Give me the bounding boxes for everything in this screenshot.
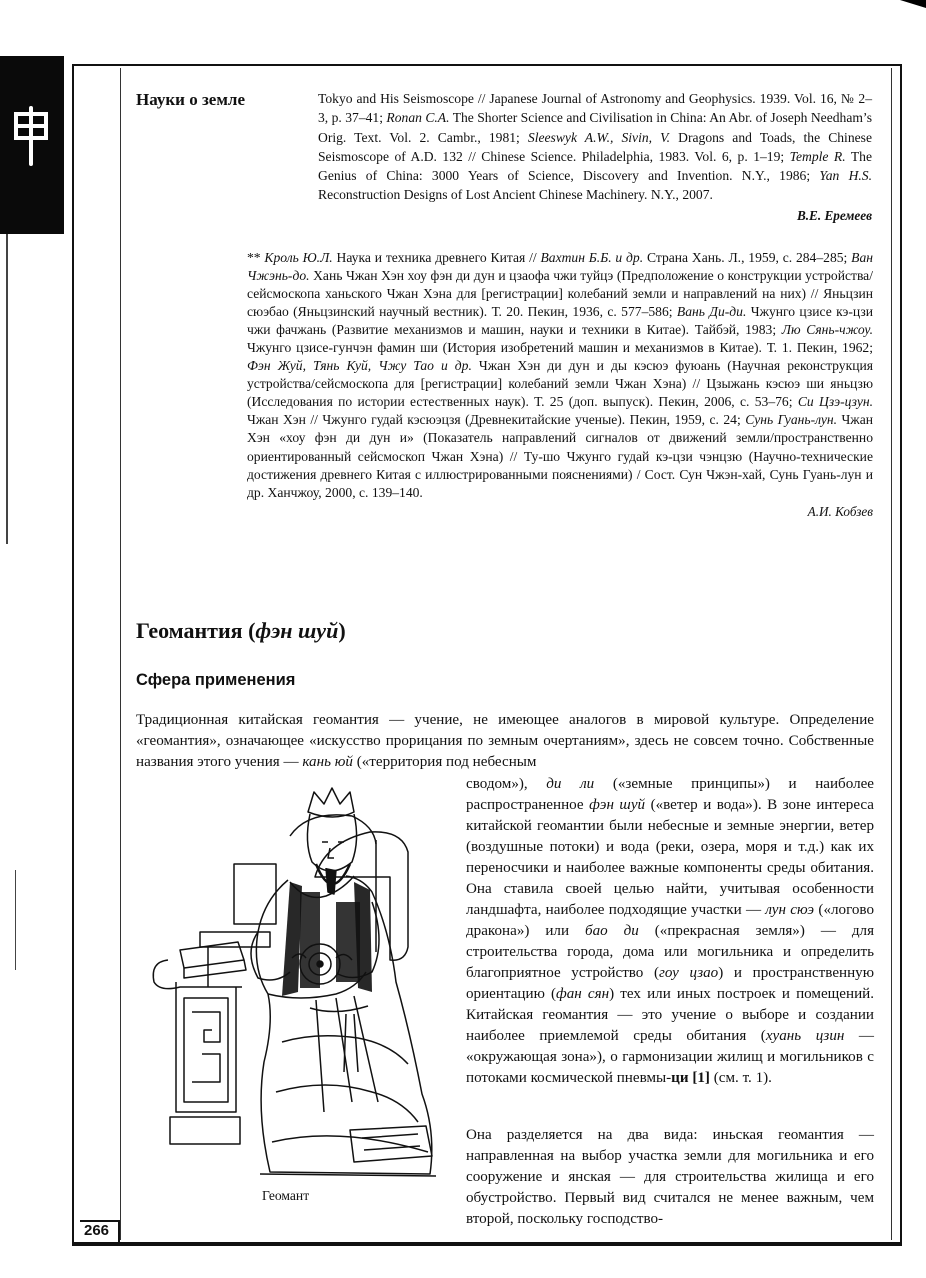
text-run: Традиционная китайская геомантия — учение, не имеющее аналогов в мировой культуре. Определение «геомантия», означающее «искусство прорицания по земным очертаниям», здесь не совсем точно. Собственные названия этого учения — <box>136 712 874 770</box>
text-run: Фэн Жуй, Тянь Куй, Чжу Тао и др. <box>247 358 472 374</box>
references-english <box>318 89 872 225</box>
text-run: Ronan C.A. <box>386 110 450 126</box>
page-frame-bottom <box>72 1242 902 1245</box>
references-english-text <box>318 89 872 205</box>
text-run: Tokyo and His Seismoscope // Japanese Journal of Astronomy and Geophysics. 1939. Vol. 16, № 2–3, p. 37–41; <box>318 91 872 126</box>
text-run: Чжан Хэн ди дун и ды кэсюэ фуюань (Научная реконструкция устройства/сейсмоскопа для [регистрации] колебаний земли Чжан Хэна) // Цзыжань кэсюэ ши яньцзю (Исследования по истории естественных наук). Т. 25 (доп. выпуск). Пекин, 2006, с. 53–76; <box>247 358 873 410</box>
text-run: — «окружающая зона»), о гармонизации жилищ и могильников с потоками космической пневмы- <box>466 1028 874 1086</box>
scan-artifact <box>6 234 8 544</box>
volume-tab <box>0 56 64 234</box>
article-title-paren: ) <box>338 618 346 643</box>
text-run: Ван Чжэнь-до. <box>247 250 873 284</box>
text-run: хуань цзин <box>765 1028 845 1044</box>
text-run: The Genius of China: 3000 Years of Science, Discovery and Invention. N.Y., 1986; <box>318 148 872 184</box>
text-run: ) и пространственную ориентацию ( <box>466 965 874 1002</box>
text-run: («ветер и вода»). В зоне интереса китайской геомантии были небесные и земные энергии, ветер (воздушные потоки) и вода (реки, озера, моря и т.д.) как их переносчики и наиболее важные компоненты среды обитания. Она ставила своей целью найти, учитывая особенности ландшафта, наиболее подходящие участки — <box>466 797 875 918</box>
text-run: Вань Ди-ди. <box>676 304 747 320</box>
character-glyph-icon <box>10 104 54 168</box>
text-run: Страна Хань. Л., 1959, с. 284–285; <box>643 250 852 265</box>
references-russian-text <box>247 249 873 502</box>
corner-mark <box>900 0 926 8</box>
text-run: Си Цзэ-цзун. <box>797 394 873 410</box>
text-run: сводом»), <box>466 776 547 792</box>
text-run: Лю Сянь-чжоу. <box>781 322 873 338</box>
text-run: ** <box>247 250 265 265</box>
figure-caption: Геомант <box>262 1188 310 1203</box>
text-run: бао ди <box>584 923 639 939</box>
text-run: («прекрасная земля») — для строительства города, дома или могильника и определить благоприятное устройство ( <box>466 923 875 981</box>
text-run: фэн шуй <box>589 797 646 813</box>
subsection-heading: Сфера применения <box>136 671 296 689</box>
text-run: Чжунго цзисе-гунчэн фамин ши (История изобретений машин и механизмов в Китае). Т. 1. Пекин, 1962; <box>247 340 873 356</box>
references-russian <box>247 249 873 521</box>
text-run: (см. т. 1). <box>709 1070 772 1086</box>
page-number: 266 <box>84 1222 110 1239</box>
paragraph-second: Она разделяется на два вида: иньская геомантия — направленная на выбор участка земли для могильника и его сооружение и янская — для строительства жилища и его обустройство. Первый вид считался не менее важным, чем второй, поскольку господство- <box>466 1127 874 1227</box>
text-run: Sleeswyk A.W., Sivin, V. <box>527 129 671 145</box>
article-title-term: фэн шуй <box>255 618 339 643</box>
text-run: Наука и техника древнего Китая // <box>332 250 541 265</box>
text-run: («территория под небесным <box>352 754 537 770</box>
text-run: Чжан Хэн «хоу фэн ди дун и» (Показатель направлений сигналов от движений земли/пространственно ориентированный сейсмоскоп Чжан Хэна) // Ту-шо Чжунго гудай кэ-цзи чэнцзю (Научно-технические достижения древнего Китая с иллюстрированными пояснениями) / Сост. Сун Чжэн-хай, Сунь Гуань-лун и др. Ханчжоу, 2000, с. 139–140. <box>247 412 874 500</box>
text-run: лун сюэ <box>765 902 815 918</box>
text-run: [1] <box>692 1070 710 1086</box>
article-title-text: Геомантия ( <box>136 618 256 643</box>
geomancer-illustration <box>140 782 440 1187</box>
text-run: кань юй <box>302 754 353 770</box>
paragraph-intro-continued <box>466 774 874 1089</box>
author-signature: А.И. Кобзев <box>807 503 873 519</box>
text-run: Вахтин Б.Б. и др. <box>540 250 644 265</box>
text-run: Yan H.S. <box>819 168 872 184</box>
text-run: ди ли <box>546 776 595 792</box>
text-run: («логово дракона») или <box>466 902 875 939</box>
text-run: The Shorter Science and Civilisation in China: An Abr. of Joseph Needham’s Orig. Text. Vol. 2. Cambr., 1981; <box>318 110 873 145</box>
text-run: Dragons and Toads, the Chinese Seismoscope of A.D. 132 // Chinese Science. Philadelphia, 1983. Vol. 6, p. 1–19; <box>318 129 872 164</box>
text-run: Reconstruction Designs of Lost Ancient Chinese Machinery. N.Y., 2007. <box>318 187 713 203</box>
scan-artifact <box>15 870 16 970</box>
paragraph-intro <box>136 710 874 773</box>
text-run: Кроль Ю.Л. <box>264 250 333 265</box>
text-run: фан сян <box>556 986 610 1002</box>
text-run: гоу цзао <box>659 965 719 981</box>
text-run: ци <box>671 1070 689 1086</box>
text-run: ) тех или иных построек и помещений. Китайская геомантия — это учение о выборе и создании наиболее приемлемой среды обитания ( <box>466 986 874 1044</box>
text-run: («земные принципы») и наиболее распространенное <box>466 776 875 813</box>
article-title <box>136 618 346 644</box>
text-run: Temple R. <box>789 148 846 164</box>
text-run: Сунь Гуань-лун. <box>745 412 838 428</box>
text-run: Чжунго цзисе кэ-цзи чжи фачжань (Развитие механизмов и машин, науки и техники в Китае). Тайбэй, 1983; <box>247 304 873 338</box>
text-run: Чжан Хэн // Чжунго гудай кэсюэцзя (Древнекитайские ученые). Пекин, 1959, с. 24; <box>247 412 746 428</box>
section-label: Науки о земле <box>136 90 245 109</box>
author-signature: В.Е. Еремеев <box>796 207 872 223</box>
text-run: Хань Чжан Хэн хоу фэн ди дун и цзаофа чжи туйцэ (Предположение о конструкции устройства/сейсмоскопа ханьского Чжан Хэна для [регистрации] колебаний земли и направлений на них) // Яньцзин сюэбао (Яньцзинский научный вестник). Т. 20. Пекин, 1936, с. 577–586; <box>247 268 873 320</box>
